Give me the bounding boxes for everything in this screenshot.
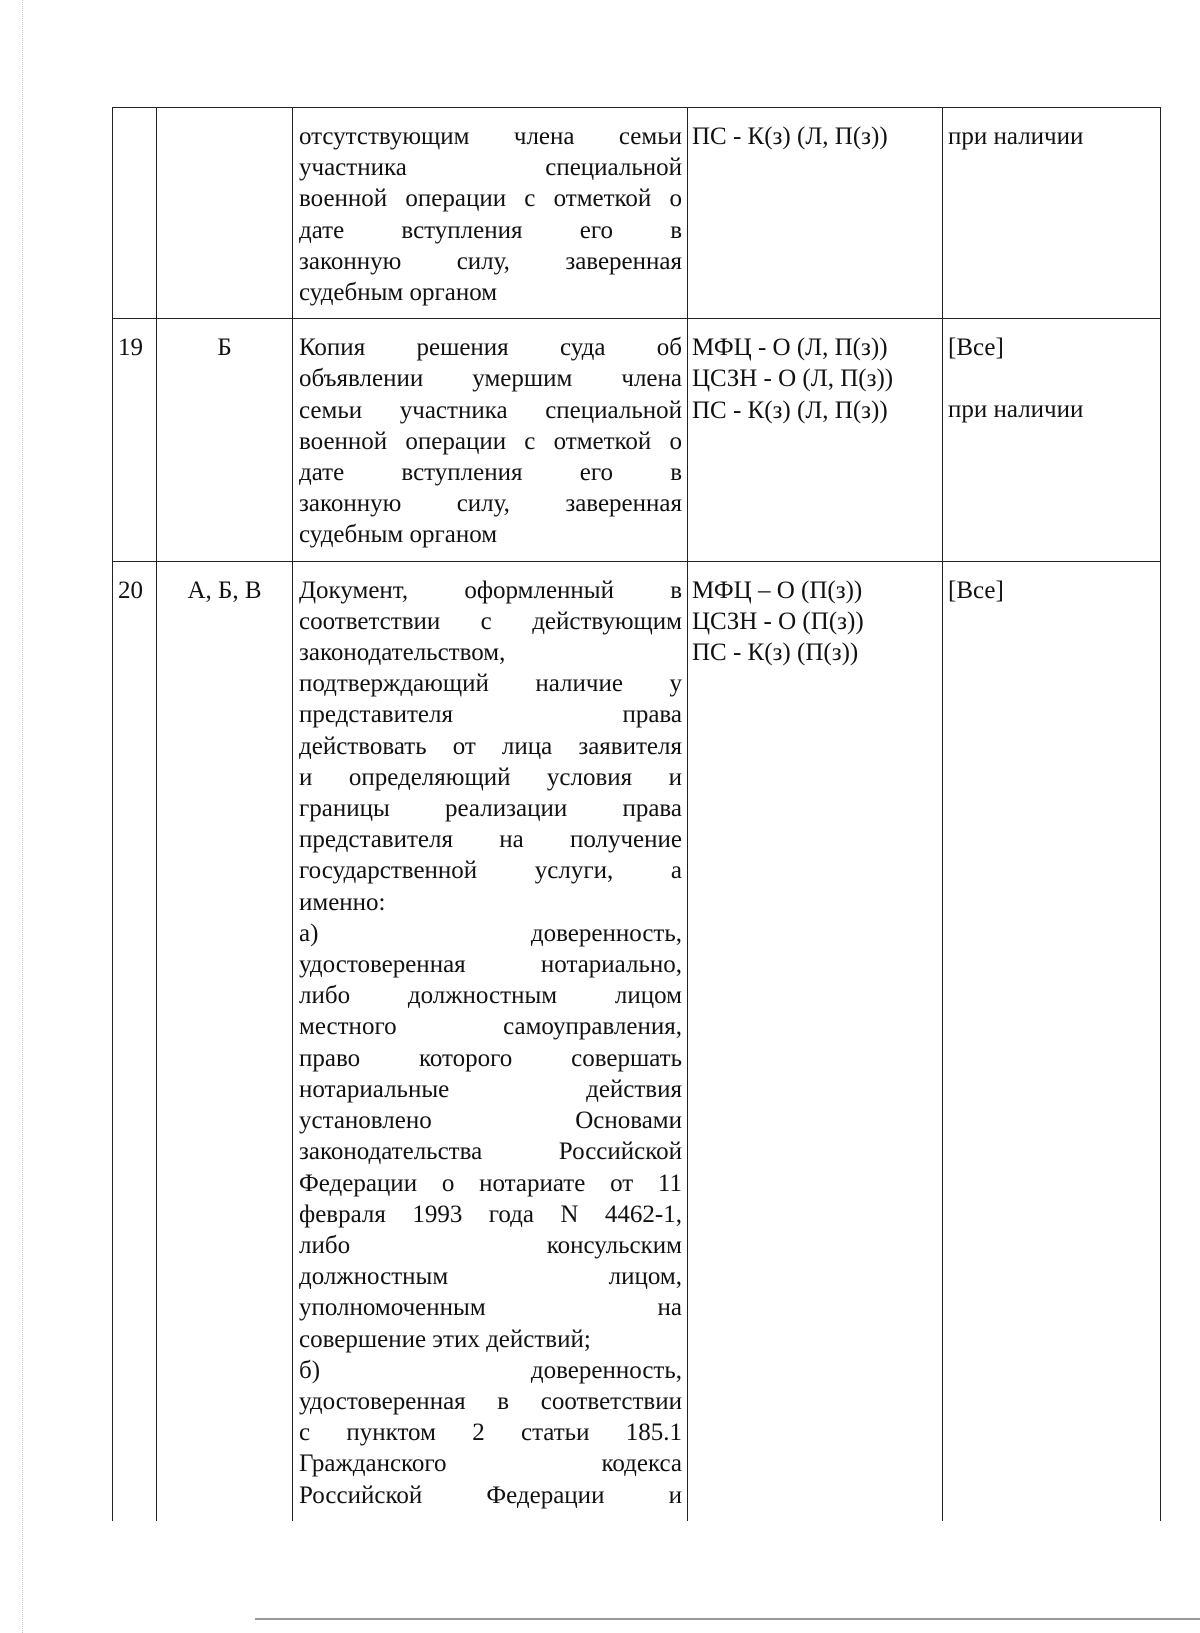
description-line: удостоверенная нотариально, — [299, 951, 682, 979]
description-line: нотариальные действия — [299, 1075, 682, 1103]
description-line: установлено Основами — [299, 1107, 682, 1135]
description-line: Документ, оформленный в — [299, 576, 682, 604]
description-line: право которого совершать — [299, 1044, 682, 1072]
applicant-note: при наличии — [948, 123, 1084, 150]
description-line: уполномоченным на — [299, 1294, 682, 1322]
table-row — [113, 319, 1161, 561]
documents-table — [112, 107, 1161, 1521]
description-line: представителя на получение — [299, 826, 682, 854]
row-applicants — [943, 108, 1161, 319]
description-line: должностным лицом, — [299, 1263, 682, 1291]
description-line: Копия решения суда об — [299, 334, 682, 362]
row-submission — [688, 561, 943, 1521]
row-category — [157, 108, 293, 319]
description-line: представителя права — [299, 701, 682, 729]
table-row — [113, 108, 1161, 319]
row-category: Б — [157, 319, 293, 561]
description-line: законодательства Российской — [299, 1138, 682, 1166]
page-edge-bottom — [255, 1618, 1200, 1620]
page-edge-left — [22, 0, 23, 1633]
description-line: действовать от лица заявителя — [299, 732, 682, 760]
row-submission — [688, 108, 943, 319]
submission-line: ПС - К(з) (П(з)) — [692, 639, 859, 667]
description-line: февраля 1993 года N 4462-1, — [299, 1200, 682, 1228]
submission-line: ЦСЗН - О (П(з)) — [692, 607, 864, 635]
description-line: судебным органом — [299, 521, 498, 549]
description-line: Гражданского кодекса — [299, 1450, 682, 1478]
submission-line: ПС - К(з) (Л, П(з)) — [692, 396, 888, 424]
description-line: местного самоуправления, — [299, 1013, 682, 1041]
description-line: а) доверенность, — [299, 919, 682, 947]
description-line: государственной услуги, а — [299, 857, 682, 885]
row-applicants — [943, 561, 1161, 1521]
row-description — [293, 108, 688, 319]
row-applicants — [943, 319, 1161, 561]
description-line: границы реализации права — [299, 795, 682, 823]
description-line: дате вступления его в — [299, 459, 682, 487]
description-line: с пунктом 2 статьи 185.1 — [299, 1419, 682, 1447]
row-description — [293, 561, 688, 1521]
description-line: законодательством, — [299, 639, 506, 667]
description-line: объявлении умершим члена — [299, 365, 682, 393]
description-line: Федерации о нотариате от 11 — [299, 1169, 682, 1197]
description-line: либо должностным лицом — [299, 982, 682, 1010]
description-line: судебным органом — [299, 279, 498, 307]
description-line: именно: — [299, 888, 386, 916]
description-line: семьи участника специальной — [299, 396, 682, 424]
description-line: удостоверенная в соответствии — [299, 1387, 682, 1415]
description-line: военной операции с отметкой о — [299, 427, 682, 455]
description-line: либо консульским — [299, 1231, 682, 1259]
submission-line: МФЦ – О (П(з)) — [692, 576, 863, 604]
applicant-note: при наличии — [948, 396, 1084, 424]
submission-line: ПС - К(з) (Л, П(з)) — [692, 123, 888, 150]
description-line: соответствии с действующим — [299, 607, 682, 635]
submission-line: МФЦ - О (Л, П(з)) — [692, 334, 888, 362]
description-line: законную силу, заверенная — [299, 490, 682, 518]
description-line: законную силу, заверенная — [299, 247, 682, 275]
description-line: военной операции с отметкой о — [299, 185, 682, 213]
description-line: б) доверенность, — [299, 1356, 682, 1384]
table-row — [113, 561, 1161, 1521]
applicant-all: [Все] — [948, 334, 1004, 362]
description-line: совершение этих действий; — [299, 1325, 591, 1353]
applicant-all: [Все] — [948, 576, 1004, 604]
row-submission — [688, 319, 943, 561]
applicant-gap — [948, 363, 1158, 394]
row-number — [113, 108, 157, 319]
description-line: участника специальной — [299, 154, 682, 182]
description-line: отсутствующим члена семьи — [299, 123, 682, 150]
row-number: 19 — [113, 319, 157, 561]
description-line: Российской Федерации и — [299, 1481, 682, 1509]
description-line: дате вступления его в — [299, 216, 682, 244]
description-line: подтверждающий наличие у — [299, 670, 682, 698]
row-number: 20 — [113, 561, 157, 1521]
row-category: А, Б, В — [157, 561, 293, 1521]
submission-line: ЦСЗН - О (Л, П(з)) — [692, 365, 894, 393]
row-description — [293, 319, 688, 561]
description-line: и определяющий условия и — [299, 763, 682, 791]
